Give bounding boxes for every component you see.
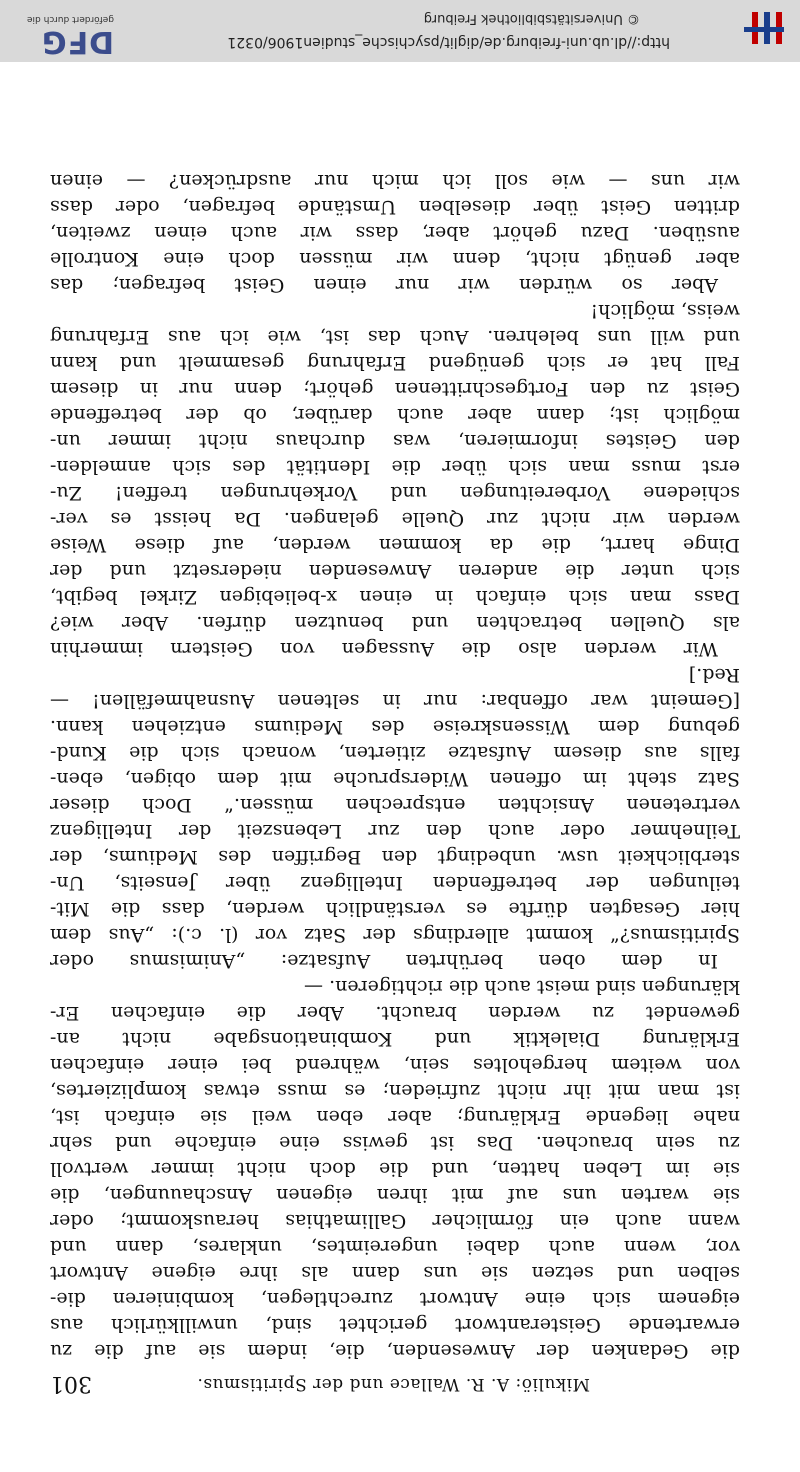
source-url[interactable]: http://dl.ub.uni-freiburg.de/diglit/psychische_studien1906/0321 <box>227 34 670 50</box>
running-title: Mikuliö: A. R. Wallace und der Spiritismus. <box>196 1374 590 1394</box>
text-line: erwartende Geisterantwort gerichtet sind, unwillkürlich aus <box>50 1314 740 1336</box>
text-line: möglich ist; dann aber auch darüber, ob der betreffende <box>50 404 740 426</box>
text-line: vertretenen Ansichten entsprechen müssen.“ Doch dieser <box>50 794 740 816</box>
text-line: den Geistes informieren, was durchaus nicht immer un- <box>50 430 740 452</box>
text-line: Aber so würden wir nur einen Geist befragen; das <box>50 274 718 296</box>
text-line: sich unter die anderen Anwesenden niedersetzt und der <box>50 560 740 582</box>
text-line: zu sein brauchen. Das ist gewiss eine einfache und sehr <box>50 1132 740 1154</box>
text-line: als Quellen betrachten und benutzen dürfen. Aber wie? <box>50 612 740 634</box>
dfg-wordmark: DFG <box>40 24 114 59</box>
text-line: weiss, möglich! <box>590 300 740 322</box>
text-line: Red.] <box>688 664 740 686</box>
copyright-notice: © Universitätsbibliothek Freiburg <box>423 11 640 26</box>
dfg-logo <box>4 6 114 59</box>
text-line: wann auch ein förmlicher Gallimathias herauskommt; oder <box>50 1210 740 1232</box>
text-line: die Gedanken der Anwesenden, die, indem sie auf die zu <box>50 1340 740 1362</box>
body-text <box>50 168 740 1364</box>
text-line: Erklärung Dialektik und Kombinationsgabe nicht an- <box>50 1028 740 1050</box>
text-line: vor, wenn auch dabei ungereimtes, unklares, dann und <box>50 1236 740 1258</box>
text-line: Fall hat er sich genügend Erfahrung gesammelt und kann <box>50 352 740 374</box>
text-line: nahe liegende Erklärung; aber eben weil sie einfach ist, <box>50 1106 740 1128</box>
text-line: klärungen sind meist auch die richtigeren. — <box>304 976 740 998</box>
text-line: selben und setzen sie uns dann als ihre eigene Antwort <box>50 1262 740 1284</box>
text-line: In dem oben berührten Aufsatze: „Animismus oder <box>50 950 718 972</box>
text-line: gebung dem Wissenskreise des Mediums entziehen kann. <box>50 716 740 738</box>
text-line: sterblichkeit usw. unbedingt den Begriffen des Mediums, der <box>50 846 740 868</box>
text-line: [Gemeint war offenbar: nur in seltenen Ausnahmefällen! — <box>50 690 740 712</box>
text-line: ist man mit ihr nicht zufrieden; es muss etwas kompliziertes, <box>50 1080 740 1102</box>
text-line: Teilnehmer oder auch den zur Lebenszeit der Intelligenz <box>50 820 740 842</box>
text-line: ausüben. Dazu gehört aber, dass wir auch einen zweiten, <box>50 222 740 244</box>
page-number: 301 <box>50 1371 92 1396</box>
text-line: und will uns belehren. Auch das ist, wie ich aus Erfahrung <box>50 326 740 348</box>
text-line: sie im Leben hatten, und die doch nicht immer wertvoll <box>50 1158 740 1180</box>
text-line: Dinge harrt, die da kommen werden, auf diese Weise <box>50 534 740 556</box>
text-line: wir uns — wie soll ich mich nur ausdrücken? — einen <box>50 170 740 192</box>
text-line: teilungen der betreffenden Intelligenz über Jenseits, Un- <box>50 872 740 894</box>
text-line: werden wir nicht zur Quelle gelangen. Da heisst es ver- <box>50 508 740 530</box>
text-line: erst muss man sich über die Identität des sich anmelden- <box>50 456 740 478</box>
text-line: schiedene Vorbereitungen und Vorkehrungen treffen! Zu- <box>50 482 740 504</box>
text-line: hier Gesagten dürfte es verständlich werden, dass die Mit- <box>50 898 740 920</box>
text-line: dritten Geist über dieselben Umstände befragen, oder dass <box>50 196 740 218</box>
text-line: Spiritismus?“ kommt allerdings der Satz vor (l. c.): „Aus dem <box>50 924 740 946</box>
text-line: eigenem sich eine Antwort zurechtlegen, kombinieren die- <box>50 1288 740 1310</box>
text-line: Satz steht im offenen Widerspruche mit dem obigen, eben- <box>50 768 740 790</box>
text-line: Wir werden also die Aussagen von Geistern immerhin <box>50 638 718 660</box>
text-line: falls aus diesem Aufsatze zitierten, wonach sich die Kund- <box>50 742 740 764</box>
library-footer-bar <box>0 0 800 62</box>
text-line: von weitem hergeholtes sein, während bei einer einfachen <box>50 1054 740 1076</box>
text-line: aber genügt nicht, denn wir müssen doch eine Kontrolle <box>50 248 740 270</box>
ub-freiburg-logo-icon <box>744 12 784 44</box>
text-line: sie warten uns auf mit ihren eigenen Anschauungen, die <box>50 1184 740 1206</box>
text-line: gewendet zu werden braucht. Aber die einfachen Er- <box>50 1002 740 1024</box>
text-line: Dass man sich einfach in einen x-beliebigen Zirkel begibt, <box>50 586 740 608</box>
dfg-tagline: gefördert durch die <box>27 14 114 24</box>
text-line: Geist zu den Fortgeschrittenen gehört; denn nur in diesem <box>50 378 740 400</box>
running-head <box>50 1366 740 1396</box>
